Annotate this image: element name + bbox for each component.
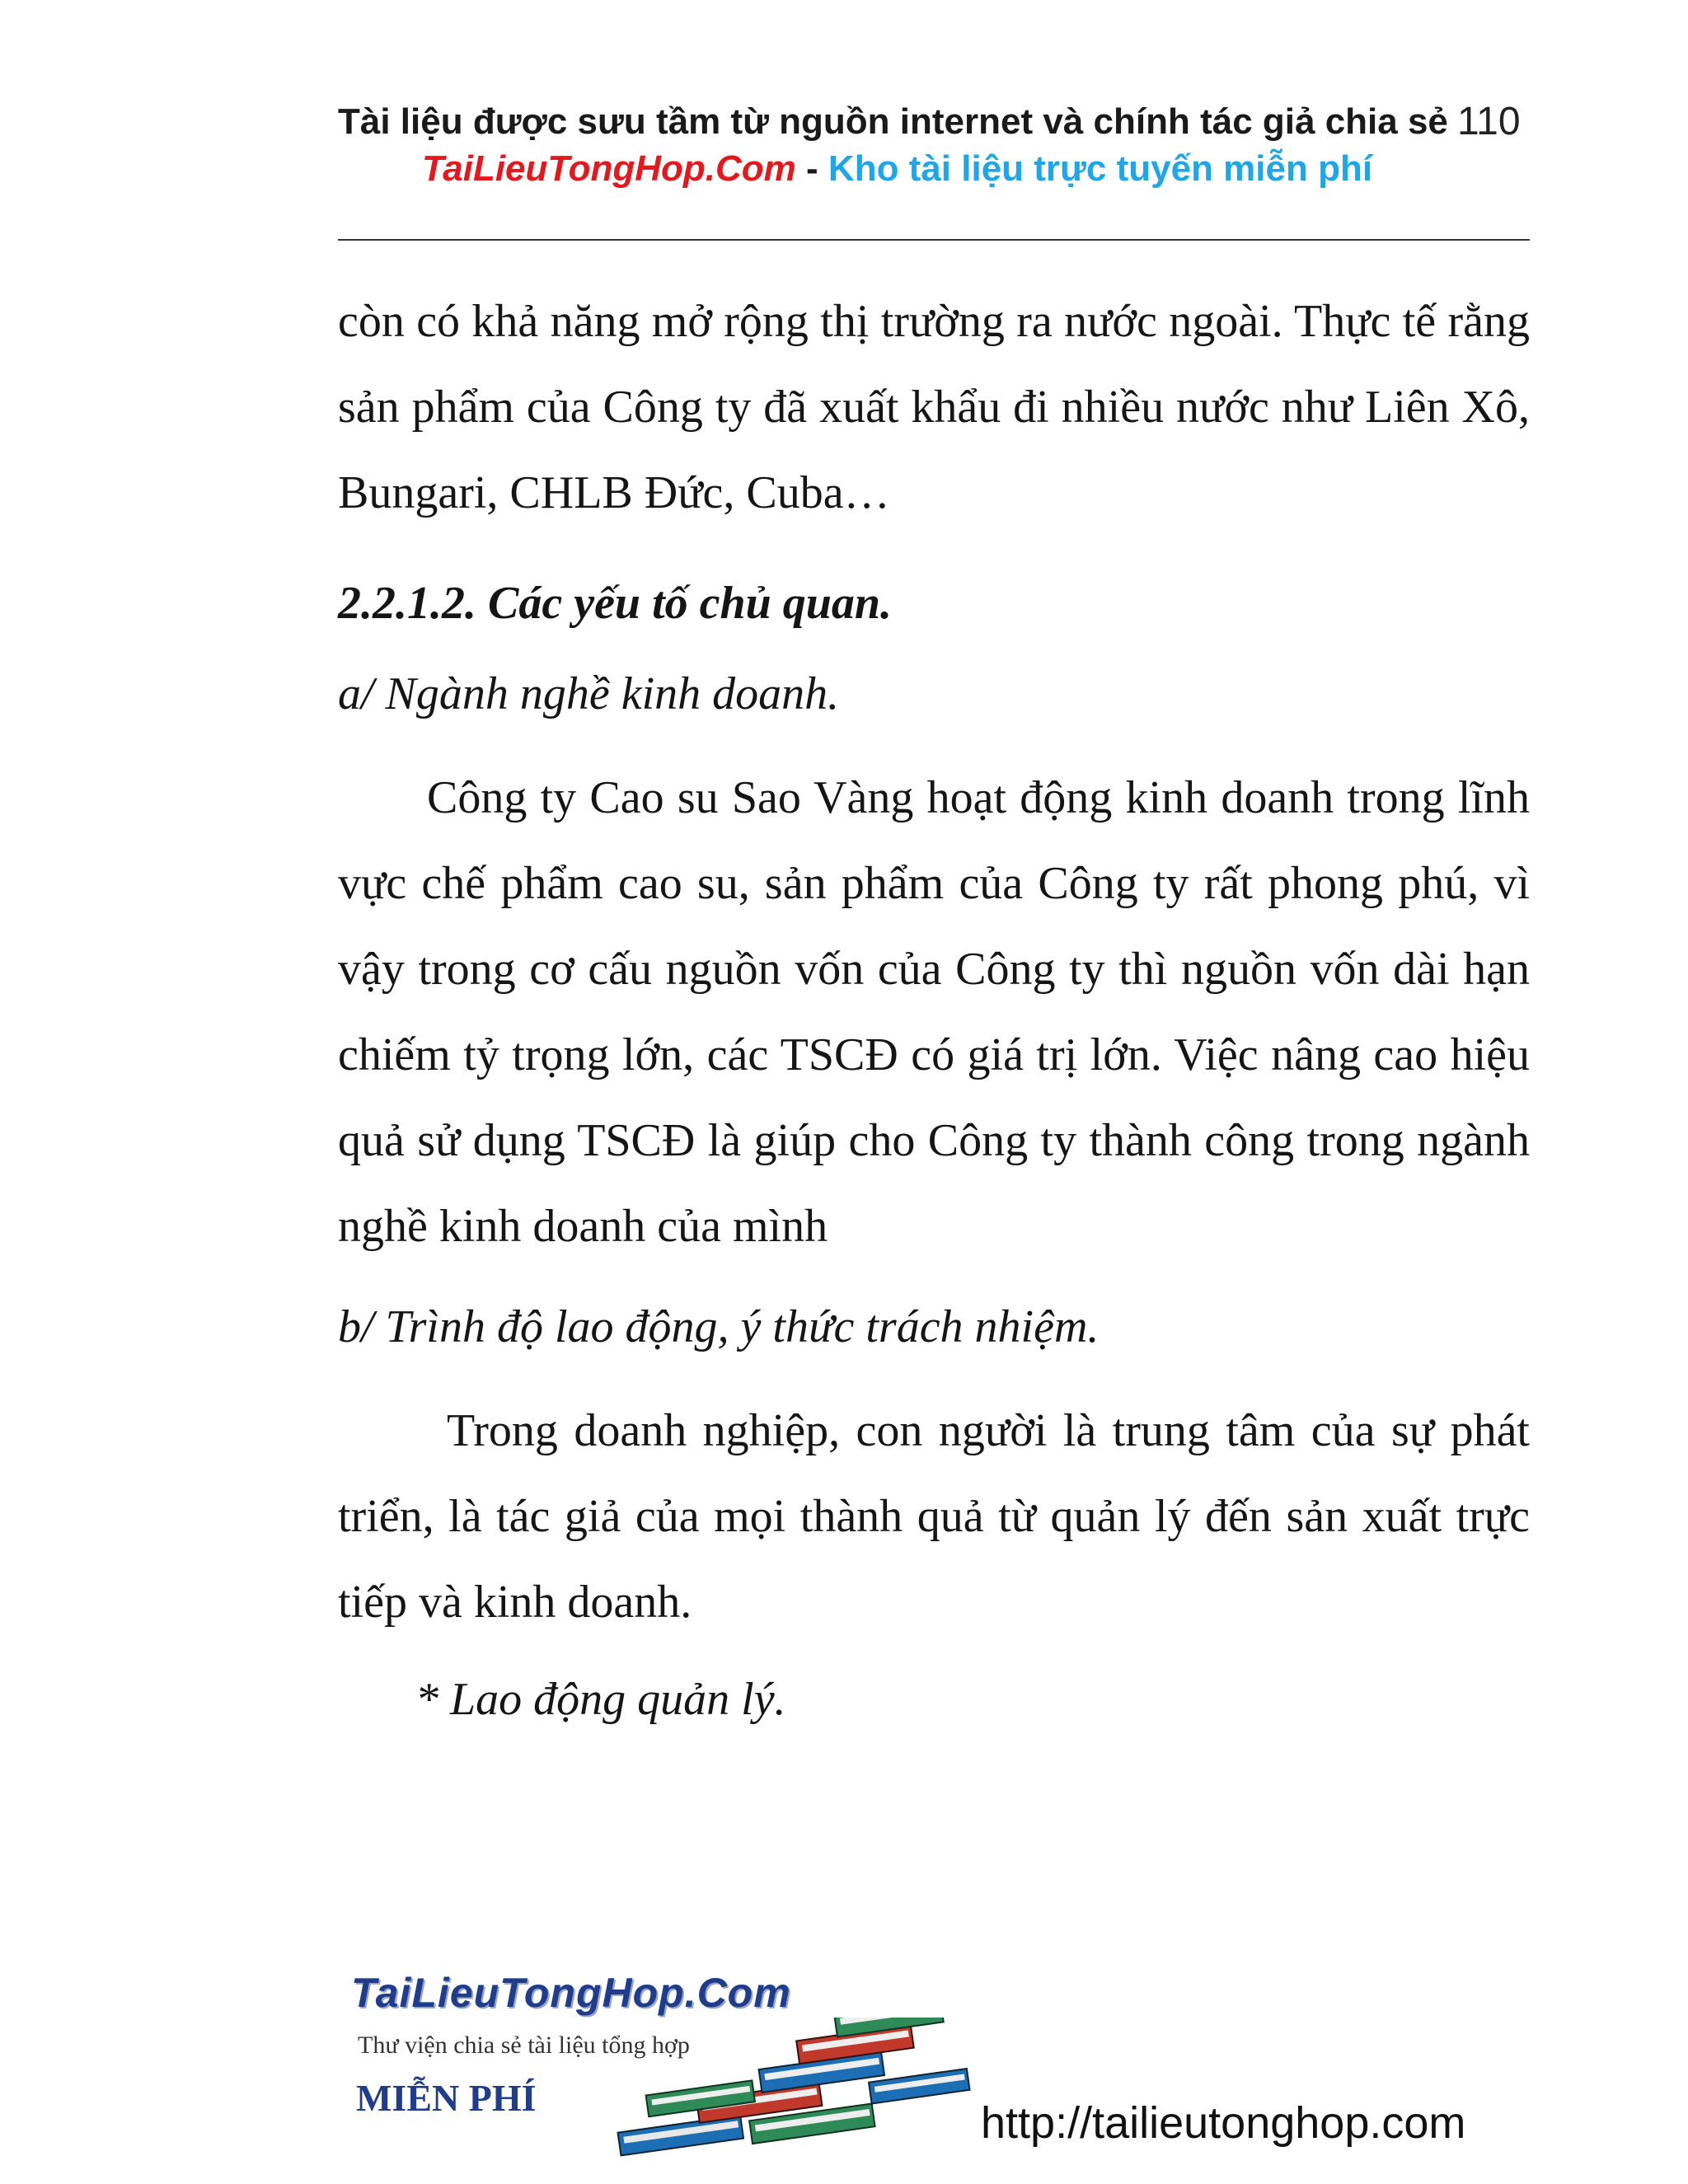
- bullet-management-labor: * Lao động quản lý.: [415, 1674, 786, 1725]
- paragraph-labor-level: Trong doanh nghiệp, con người là trung tâm của sự phát triển, là tác giả của mọi thành quả từ quản lý đến sản xuất trực tiếp và kinh doanh.: [338, 1405, 1530, 1628]
- header-tagline: Kho tài liệu trực tuyến miễn phí: [828, 148, 1373, 189]
- section-heading: 2.2.1.2. Các yếu tố chủ quan.: [338, 578, 893, 629]
- paragraph-export-markets: còn có khả năng mở rộng thị trường ra nước ngoài. Thực tế rằng sản phẩm của Công ty đã xuất khẩu đi nhiều nước như Liên Xô, Bungari, CHLB Đức, Cuba…: [338, 296, 1530, 518]
- logo-title: TaiLieuTongHop.Com: [351, 1970, 791, 2016]
- subheading-labor-level: b/ Trình độ lao động, ý thức trách nhiệm.: [338, 1301, 1100, 1352]
- header-source-note: Tài liệu được sưu tầm từ nguồn internet và chính tác giả chia sẻ: [338, 101, 1448, 142]
- paragraph-business-sector: Công ty Cao su Sao Vàng hoạt động kinh doanh trong lĩnh vực chế phẩm cao su, sản phẩm của Công ty rất phong phú, vì vậy trong cơ cấu nguồn vốn của Công ty thì nguồn vốn dài hạn chiếm tỷ trọng lớn, các TSCĐ có giá trị lớn. Việc nâng cao hiệu quả sử dụng TSCĐ là giúp cho Công ty thành công trong ngành nghề kinh doanh của mình: [338, 772, 1530, 1252]
- logo-subtitle: Thư viện chia sẻ tài liệu tổng hợp: [358, 2032, 690, 2059]
- books-icon: [597, 2018, 984, 2158]
- subheading-business-sector: a/ Ngành nghề kinh doanh.: [338, 668, 840, 719]
- header-separator: -: [806, 148, 818, 189]
- page-number: 110: [1457, 100, 1521, 143]
- header-site-name[interactable]: TaiLieuTongHop.Com: [422, 148, 796, 189]
- header-site-line: [422, 145, 1576, 193]
- document-body: [338, 279, 1530, 1742]
- header-divider: [338, 239, 1530, 241]
- logo-free-label: MIỄN PHÍ: [356, 2077, 537, 2119]
- site-logo[interactable]: [349, 1968, 976, 2148]
- footer-url-link[interactable]: http://tailieutonghop.com: [981, 2098, 1466, 2148]
